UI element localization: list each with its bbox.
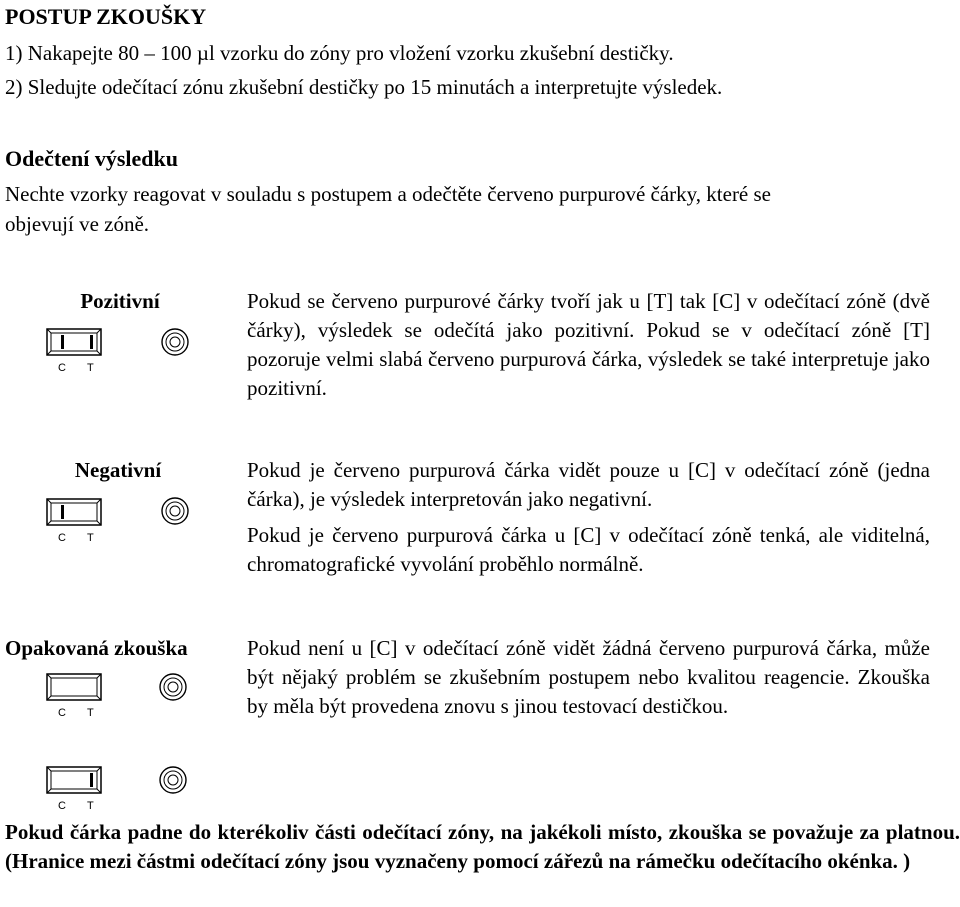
- positive-sample-well-icon: [160, 327, 190, 357]
- negative-c-label: C: [58, 532, 66, 544]
- step-2: 2) Sledujte odečítací zónu zkušební destičky po 15 minutách a interpretujte výsledek.: [5, 75, 723, 99]
- positive-t-line: [90, 335, 93, 349]
- repeat-1-c-label: C: [58, 707, 66, 719]
- negative-text-2: Pokud je červeno purpurová čárka u [C] v odečítací zóně tenká, ale viditelná, chromatografické vyvolání proběhlo normálně.: [247, 523, 930, 576]
- positive-c-label: C: [58, 362, 66, 374]
- repeat-2-t-label: T: [87, 800, 94, 812]
- repeat-sample-well-icon-1: [158, 672, 188, 702]
- repeat-text: Pokud není u [C] v odečítací zóně vidět žádná červeno purpurová čárka, může být nějaký problém se zkušebním postupem nebo kvalitou reagencie. Zkouška by měla být provedena znovu s jinou testovací destičkou.: [247, 636, 930, 718]
- repeat-2-t-line: [90, 773, 93, 787]
- positive-text: Pokud se červeno purpurové čárky tvoří jak u [T] tak [C] v odečítací zóně (dvě čárky), výsledek se odečítá jako pozitivní. Pokud se v odečítací zóně [T] pozoruje velmi slabá červeno purpurová čárka, výsledek se také interpretuje jako pozitivní.: [247, 289, 930, 400]
- positive-c-line: [61, 335, 64, 349]
- repeat-cassette-icon-2: [45, 765, 103, 817]
- repeat-1-t-label: T: [87, 707, 94, 719]
- negative-t-label: T: [87, 532, 94, 544]
- positive-t-label: T: [87, 362, 94, 374]
- negative-sample-well-icon: [160, 496, 190, 526]
- negative-text-1: Pokud je červeno purpurová čárka vidět pouze u [C] v odečítací zóně (jedna čárka), je výsledek interpretován jako negativní.: [247, 458, 930, 511]
- negative-label: Negativní: [74, 458, 162, 482]
- negative-cassette-icon: [45, 497, 103, 549]
- repeat-sample-well-icon-2: [158, 765, 188, 795]
- repeat-2-c-label: C: [58, 800, 66, 812]
- reading-line-1: Nechte vzorky reagovat v souladu s postupem a odečtěte červeno purpurové čárky, které se: [5, 182, 771, 206]
- positive-label: Pozitivní: [80, 289, 160, 313]
- negative-c-line: [61, 505, 64, 519]
- repeat-cassette-icon-1: [45, 672, 103, 724]
- reading-line-2: objevují ve zóně.: [5, 212, 150, 236]
- reading-heading: Odečtení výsledku: [5, 146, 178, 171]
- step-1: 1) Nakapejte 80 – 100 µl vzorku do zóny pro vložení vzorku zkušební destičky.: [5, 41, 674, 65]
- positive-cassette-icon: [45, 327, 103, 379]
- repeat-label: Opakovaná zkouška: [5, 636, 188, 660]
- validity-note: Pokud čárka padne do kterékoliv části odečítací zóny, na jakékoli místo, zkouška se považuje za platnou. (Hranice mezi částmi odečítací zóny jsou vyznačeny pomocí zářezů na rámečku odečítacího okénka. ): [5, 820, 960, 873]
- page-title: POSTUP ZKOUŠKY: [5, 4, 207, 29]
